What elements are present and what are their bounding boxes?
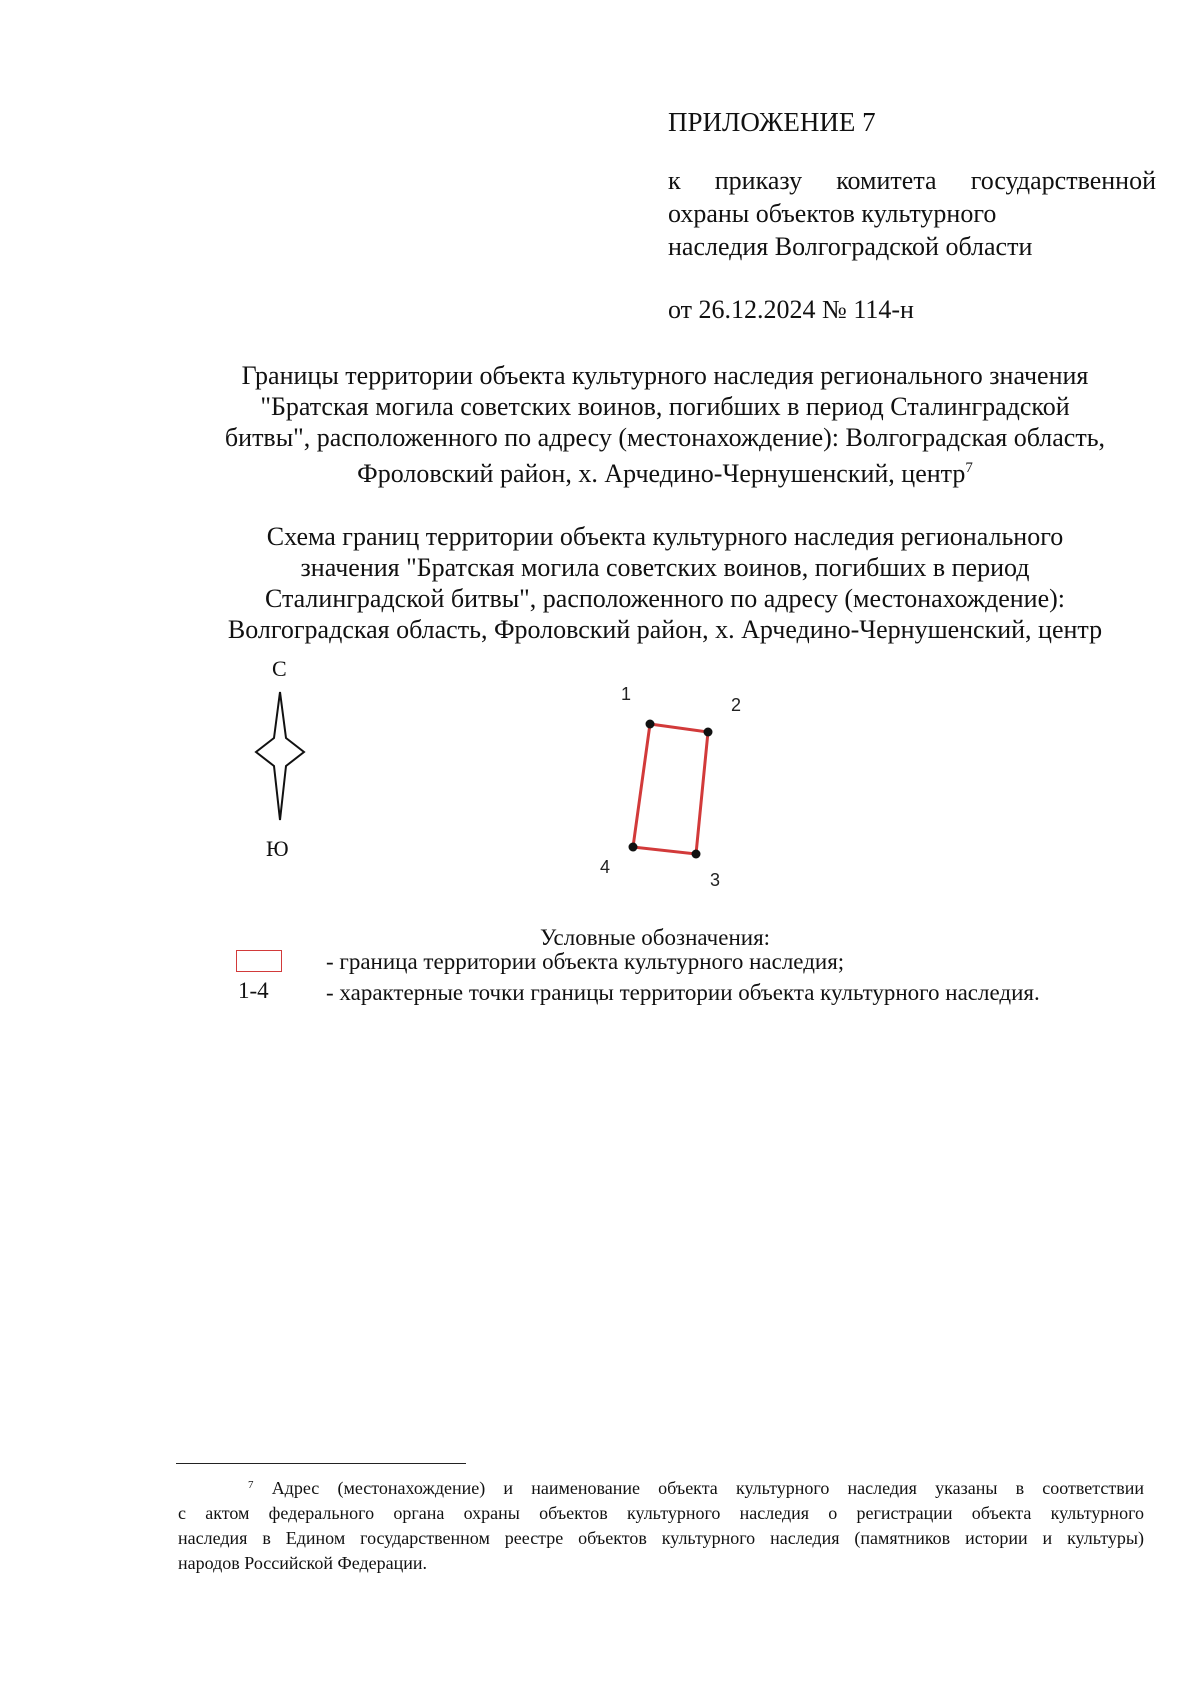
order-reference [668, 164, 1156, 263]
territory-bounds-heading [160, 360, 1170, 489]
order-ref-line: наследия Волгоградской области [668, 232, 1033, 261]
footnote-line [178, 1473, 1144, 1501]
footnote-line-text: Адрес (местонахождение) и наименование объекта культурного наследия указаны в соответствии [271, 1478, 1145, 1498]
scheme-heading [160, 521, 1170, 645]
heading-line: Сталинградской битвы", расположенного по адресу (местонахождение): [264, 584, 1066, 613]
compass-rose-icon [240, 650, 310, 830]
legend-title: Условные обозначения: [540, 925, 771, 950]
heading-line: значения "Братская могила советских воинов, погибших в период [300, 553, 1030, 582]
footnote-divider [176, 1463, 466, 1464]
boundary-legend-swatch [236, 950, 282, 972]
heading-line: "Братская могила советских воинов, погибших в период Сталинградской [260, 392, 1070, 421]
compass-south-label: Ю [266, 836, 289, 861]
footnote-mark: 7 [248, 1479, 254, 1491]
heading-line: Волгоградская область, Фроловский район, х. Арчедино-Чернушенский, центр [227, 615, 1103, 644]
heading-line: Схема границ территории объекта культурного наследия регионального [266, 522, 1064, 551]
legend-points-text: - характерные точки границы территории объекта культурного наследия. [326, 980, 1040, 1005]
legend-points-symbol: 1-4 [238, 978, 269, 1003]
boundary-point-4 [629, 843, 638, 852]
heading-line: битвы", расположенного по адресу (местонахождение): Волгоградская область, [224, 423, 1106, 452]
point-label-1: 1 [621, 684, 632, 704]
point-label-3: 3 [710, 870, 721, 890]
territory-boundary [633, 724, 708, 854]
order-date: от 26.12.2024 № 114-н [668, 295, 914, 324]
footnote-line: наследия в Едином государственном реестре объектов культурного наследия (памятников истории и культуры) [178, 1528, 1144, 1548]
footnote-line: народов Российской Федерации. [178, 1553, 427, 1573]
order-ref-line: к приказу комитета государственной [668, 166, 1156, 195]
legend-boundary-text: - граница территории объекта культурного наследия; [326, 949, 845, 974]
footnote [178, 1473, 1144, 1576]
boundary-point-3 [692, 850, 701, 859]
boundary-point-2 [704, 728, 713, 737]
heading-line-last [160, 453, 1170, 489]
point-label-4: 4 [600, 857, 611, 877]
footnote-reference[interactable]: 7 [965, 460, 973, 476]
appendix-title: ПРИЛОЖЕНИЕ 7 [668, 107, 876, 137]
boundary-map [560, 660, 800, 890]
boundary-point-1 [646, 720, 655, 729]
point-label-2: 2 [731, 695, 742, 715]
compass-north-label: С [272, 656, 287, 681]
heading-line: Границы территории объекта культурного наследия регионального значения [241, 361, 1089, 390]
footnote-line: с актом федерального органа охраны объектов культурного наследия о регистрации объекта культурного [178, 1503, 1144, 1523]
heading-line-text: Фроловский район, х. Арчедино-Чернушенский, центр [357, 459, 966, 488]
order-ref-line: охраны объектов культурного [668, 199, 997, 228]
